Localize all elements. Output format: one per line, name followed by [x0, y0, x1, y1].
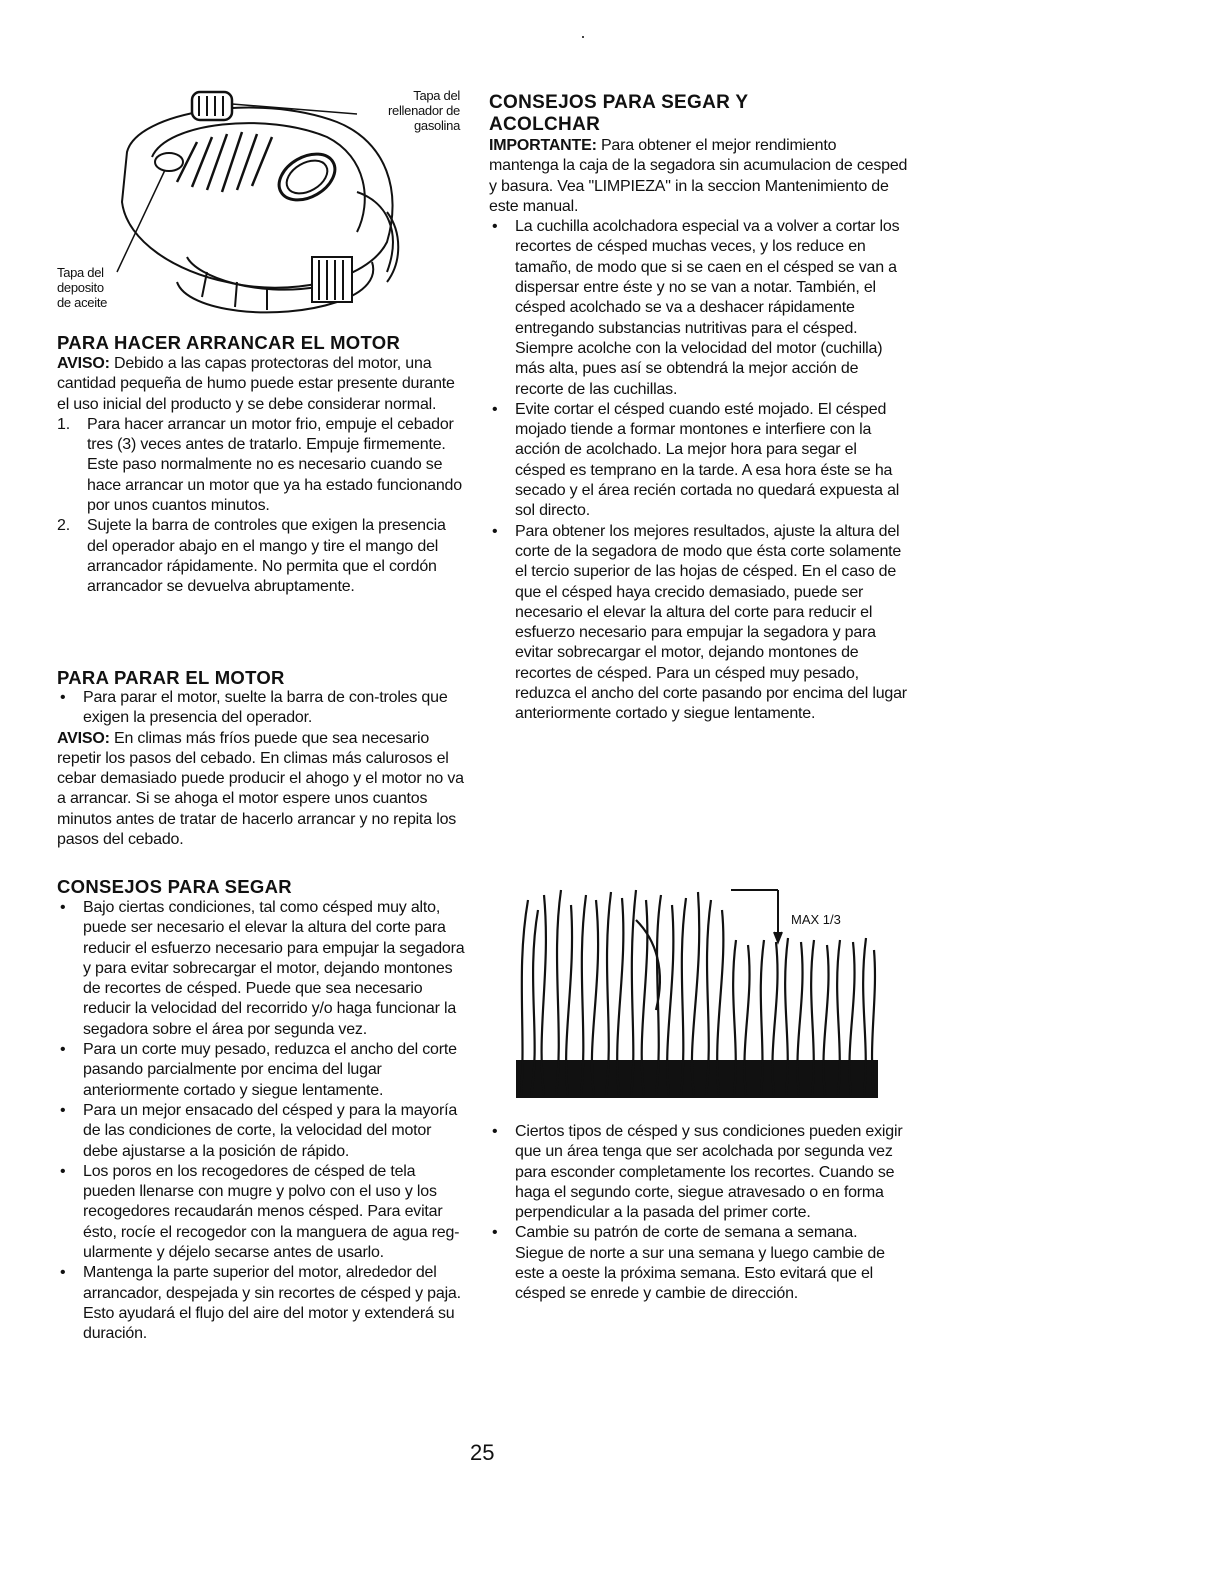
oil-cap-label: Tapa del deposito de aceite — [57, 265, 108, 310]
mowing-tips-list — [57, 898, 469, 1345]
page-number: 25 — [470, 1440, 495, 1465]
mulch-tip-item: • Para obtener los mejores resultados, ajuste la altura del corte de la segadora de modo que ésta corte solamente el tercio superior de las hojas de césped. En el caso de que el césped haya crecido demasiado, puede ser necesario el elevar la altura del corte para reducir el esfuerzo necesario para empujar la segadora y para evitar sobrecargar el motor, dejando montones de recortes de césped. Para un césped muy pesado, reduzca el ancho del corte pasando por encima del lugar anteriormente cortado y siegue lentamente. — [492, 522, 907, 723]
speck — [582, 36, 584, 38]
important-label: IMPORTANTE: — [489, 137, 597, 154]
mulch-tip-item: • Cambie su patrón de corte de semana a semana. Siegue de norte a sur una semana y luego cambie de este a oeste la próxima semana. Esto evitará que el césped se enrede y cambie de dirección. — [492, 1224, 885, 1303]
tip-item: • Bajo ciertas condiciones, tal como césped muy alto, puede ser necesario el elevar la altura del corte para reducir el esfuerzo necesario para empujar la segadora y para evitar sobrecargar el motor, dejando montones de recortes de césped. Puede que sea necesario reducir la velocidad del recorrido y/o haga funcionar la segadora sobre el área por segunda vez. — [60, 899, 465, 1038]
aviso-paragraph-1: AVISO: Debido a las capas protectoras del motor, una cantidad pequeña de humo puede estar presente durante el uso inicial del producto y se debe considerar normal. — [57, 355, 455, 413]
important-paragraph: IMPORTANTE: Para obtener el mejor rendimiento mantenga la caja de la segadora sin acumulacion de cesped y basura. Vea "LIMPIEZA" in la seccion Mantenimiento de este manual. — [489, 137, 908, 215]
aviso-paragraph-2: AVISO: En climas más fríos puede que sea necesario repetir los pasos del cebado. En climas más calurosos el cebar demasiado puede producir el ahogo y el motor no va a arrancar. Si se ahoga el motor espere unos cuantos minutos antes de tratar de hacerlo arrancar y no repita los pasos del cebado. — [57, 729, 464, 849]
mulch-tip-item: • Ciertos tipos de césped y sus condiciones pueden exigir que un área tenga que ser acolchada por segunda vez para esconder completamente los recortes. Cuando se haga el segundo corte, siegue atravesado o en forma perpendicular a la pasada del primer corte. — [492, 1123, 903, 1222]
tip-item: • Los poros en los recogedores de césped de tela pueden llenarse con mugre y polvo con el uso y los recogedores recaudarán menos césped. Para evitar ésto, rocíe el recogedor con la manguera de agua reg-ularmente y déjelo secarse antes de usarlo. — [60, 1162, 460, 1262]
max-cut-label: MAX 1/3 — [791, 912, 841, 927]
start-engine-section — [57, 354, 469, 598]
tip-item: • Para un mejor ensacado del césped y para la mayoría de las condiciones de corte, la velocidad del motor debe ajustarse a la posición de rápido. — [60, 1101, 458, 1160]
mulch-tip-item: • La cuchilla acolchadora especial va a volver a cortar los recortes de césped muchas veces, y los reduce en tamaño, de modo que si se caen en el césped se van a dispersar entre éste y no se van a notar. También, el césped acolchado se va a deshacer rápidamente entregando substancias nutritivas para el césped. Siempre acolche con la velocidad del motor (cuchilla) más alta, pues así se obtendrá la mejor acción de recorte de las cuchillas. — [492, 218, 900, 398]
mulch-tips-section — [489, 136, 909, 725]
mulch-tip-item: • Evite cortar el césped cuando esté mojado. El césped mojado tiende a formar montones e interfiere con la acción de acolchado. La mejor hora para segar el césped es temprano en la tarde. A esa hora éste se ha secado y el área recién cortada no quedará expuesta al sol directo. — [492, 400, 900, 520]
step-1: 1. Para hacer arrancar un motor frio, empuje el cebador tres (3) veces antes de tratarlo. Empuje firmemente. Este paso normalmente no es necesario cuando se hace arrancar un motor que ya ha estado funcionando por unos cuantos minutos. — [57, 415, 462, 515]
stop-engine-section — [57, 688, 469, 850]
step-2: 2. Sujete la barra de controles que exigen la presencia del operador abajo en el mango y tire el mango del arrancador rápidamente. No permita que el cordón arrancador se devuelva abruptamente. — [57, 517, 446, 596]
heading-mulch-tips: CONSEJOS PARA SEGAR Y ACOLCHAR — [489, 92, 749, 135]
heading-start-engine: PARA HACER ARRANCAR EL MOTOR — [57, 332, 401, 353]
tip-item: • Mantenga la parte superior del motor, alrededor del arrancador, despejada y sin recortes de césped y paja. Esto ayudará el flujo del aire del motor y extenderá su duración. — [60, 1264, 461, 1343]
fuel-cap-label: Tapa del rellenador de gasolina — [388, 88, 460, 133]
heading-stop-engine: PARA PARAR EL MOTOR — [57, 667, 285, 688]
tip-item: • Para un corte muy pesado, reduzca el ancho del corte pasando parcialmente por encima del lugar anteriormente cortado y siegue lentamente. — [60, 1041, 457, 1099]
heading-mowing-tips: CONSEJOS PARA SEGAR — [57, 876, 292, 897]
mulch-tips-bottom — [489, 1122, 909, 1305]
aviso-label: AVISO: — [57, 355, 110, 372]
aviso-label-2: AVISO: — [57, 729, 110, 747]
stop-bullet: • Para parar el motor, suelte la barra de con-troles que exigen la presencia del operador. — [60, 689, 448, 727]
